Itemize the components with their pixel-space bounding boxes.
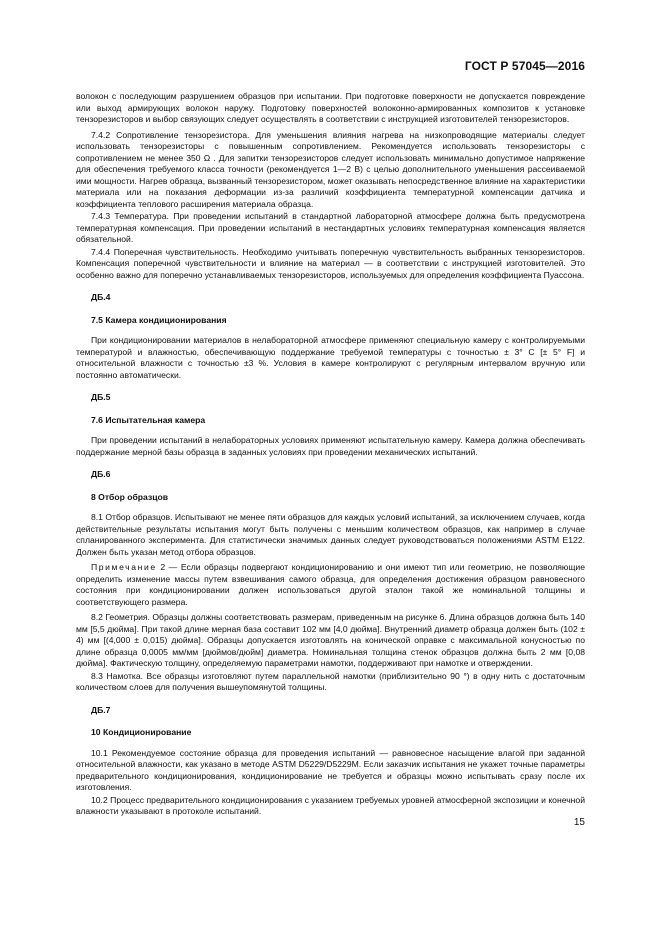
paragraph-7-6: При проведении испытаний в нелабораторных условиях применяют испытательную камеру. Камера должна обеспечивать поддержание мерной базы образца в заданных условиях при проведении механических испытаний. — [76, 435, 585, 457]
note-2 — [76, 562, 585, 608]
note-label: Примечание — [91, 562, 157, 572]
section-heading-7-6: 7.6 Испытательная камера — [91, 414, 206, 425]
document-header-title: ГОСТ Р 57045—2016 — [464, 59, 585, 73]
document-body — [76, 91, 585, 822]
section-marker-db4: ДБ.4 — [91, 292, 111, 302]
section-heading-7-5: 7.5 Камера кондиционирования — [91, 314, 227, 325]
paragraph-8-2: 8.2 Геометрия. Образцы должны соответствовать размерам, приведенным на рисунке 6. Длина образцов должна быть 140 мм [5,5 дюйма]. При такой длине мерная база составит 102 мм [4,0 дюйма]. Внутренний диаметр образца должен быть (102 ± 4) мм [(4,000 ± 0,015) дюйма]. Образцы допускается изготовлять на конической оправке с максимальной конусностью по длине образца 0,0005 мм/мм [дюймов/дюйм] диаметра. Номинальная толщина стенок образцов должна быть 2 мм [0,08 дюйма]. Фактическую толщину, определяемую параметрами намотки, поддерживают при намотке и отверждении. — [76, 612, 585, 668]
paragraph-10-1: 10.1 Рекомендуемое состояние образца для проведения испытаний — равновесное насыщение влагой при заданной относительной влажности, как указано в методе ASTM D5229/D5229M. Если заказчик испытания не укажет точные параметры предварительного кондиционирования, кондиционирование не требуется и образцы можно испытывать сразу после их изготовления. — [76, 747, 585, 792]
paragraph-7-4-2: 7.4.2 Сопротивление тензорезистора. Для уменьшения влияния нагрева на низкопроводящие материалы следует использовать тензорезисторы с повышенным сопротивлением. Рекомендуется использовать тензорезисторы с сопротивлением не менее 350 Ω . Для запитки тензорезисторов следует использовать минимально допустимое напряжение для обеспечения требуемого класса точности (рекомендуется 1—2 В) с целью дополнительного уменьшения рассеиваемой ими мощности. Нагрев образца, вызванный тензорезистором, может оказывать непосредственное влияние на характеристики материала или на показания деформации из-за различий коэффициента температурной компенсации датчика и коэффициента теплового расширения материала образца. — [76, 129, 585, 209]
paragraph-8-1: 8.1 Отбор образцов. Испытывают не менее пяти образцов для каждых условий испытаний, за исключением случаев, когда действительные результаты испытания могут быть получены с меньшим количеством образцов, как например в случае спланированного эксперимента. Для статистически значимых данных следует руководствоваться положениями ASTM E122. Должен быть указан метод отбора образцов. — [76, 512, 585, 557]
paragraph-fiber-continuation: волокон с последующим разрушением образцов при испытании. При подготовке поверхности не допускается повреждение или выход армирующих волокон наружу. Подготовку поверхностей волоконно-армированных композитов к установке тензорезисторов и выбор связующих следует осуществлять в соответствии с инструкцией изготовителей тензорезисторов. — [76, 91, 585, 124]
note-text: 2 — Если образцы подвергают кондиционированию и они имеют тип или геометрию, не позволяющие определить изменение массы путем взвешивания самого образца, для определения достижения образцом равновесного состояния при кондиционировании должен использоваться другой эталон такой же номинальной толщины и соответствующего размера. — [76, 562, 585, 607]
page-number: 15 — [573, 817, 585, 828]
section-marker-db5: ДБ.5 — [91, 392, 111, 402]
section-heading-8: 8 Отбор образцов — [91, 491, 169, 502]
section-heading-10: 10 Кондиционирование — [91, 727, 192, 737]
section-marker-db6: ДБ.6 — [91, 469, 111, 479]
paragraph-8-3: 8.3 Намотка. Все образцы изготовляют путем параллельной намотки (приблизительно 90 °) в одну нить с достаточным количеством слоев для получения вышеупомянутой толщины. — [76, 670, 585, 692]
paragraph-7-5: При кондиционировании материалов в нелабораторной атмосфере применяют специальную камеру с контролируемыми температурой и влажностью, обеспечивающую поддержание требуемой температуры с точностью ± 3° С [± 5° F] и относительной влажности с точностью ±3 %. Условия в камере контролируют с регулярным интервалом вручную или постоянно автоматически. — [76, 335, 585, 380]
paragraph-10-2: 10.2 Процесс предварительного кондиционирования с указанием требуемых уровней атмосферной экспозиции и конечной влажности указывают в протоколе испытаний. — [76, 794, 585, 816]
paragraph-7-4-4: 7.4.4 Поперечная чувствительность. Необходимо учитывать поперечную чувствительность выбранных тензорезисторов. Компенсация поперечной чувствительности и влияние на материал — в соответствии с инструкцией изготовителей. Это особенно важно для поперечно устанавливаемых тензорезисторов, используемых для определения коэффициента Пуассона. — [76, 246, 585, 280]
section-marker-db7: ДБ.7 — [91, 704, 111, 715]
paragraph-7-4-3: 7.4.3 Температура. При проведении испытаний в стандартной лабораторной атмосфере должна быть предусмотрена температурная компенсация. При проведении испытаний в нестандартных условиях температурная компенсация является обязательной. — [76, 211, 585, 244]
